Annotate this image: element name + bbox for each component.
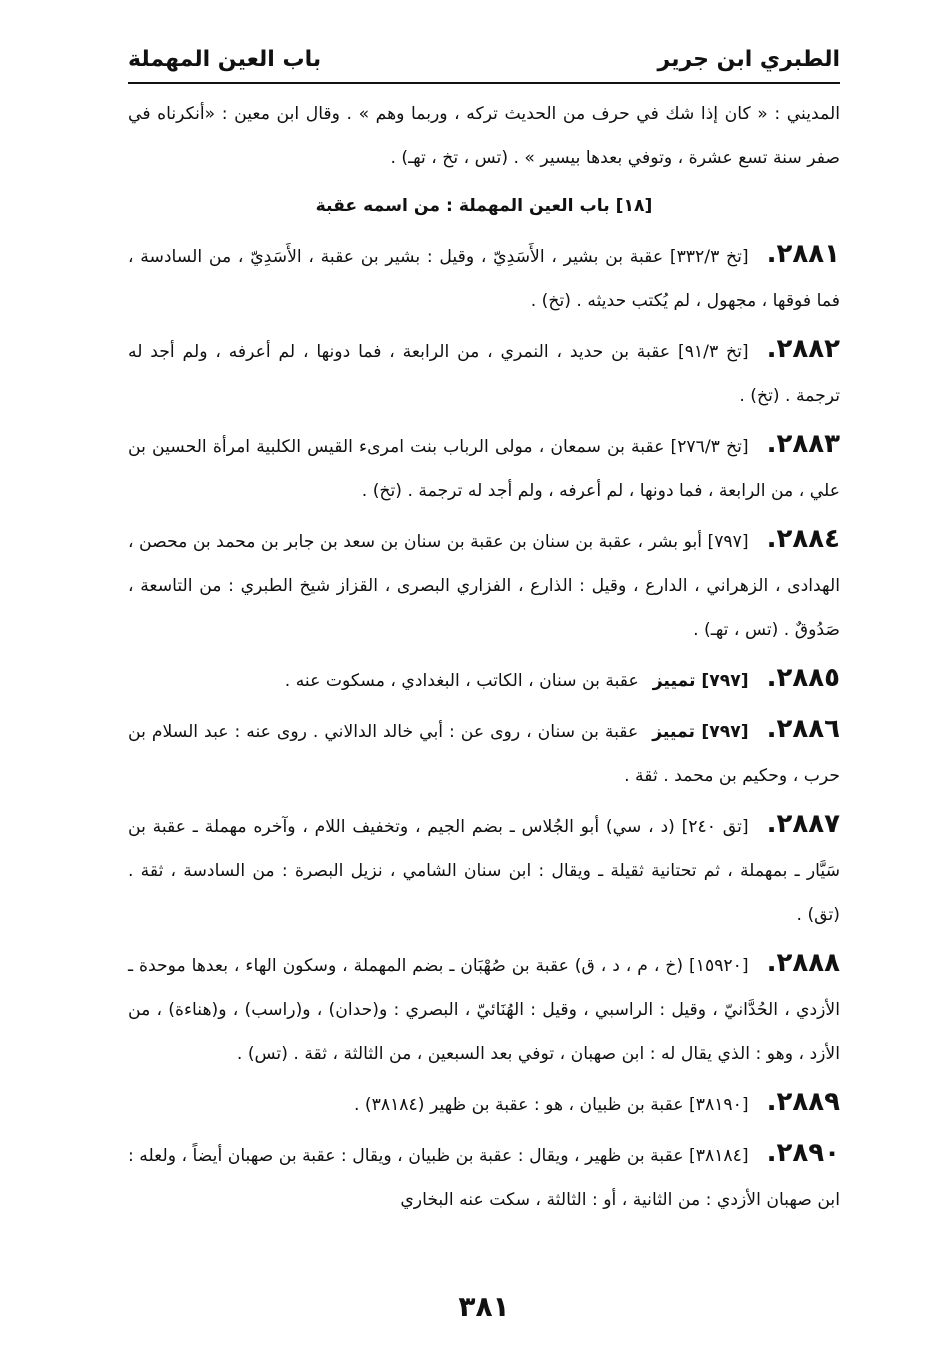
entry-number: ٢٨٨٤. <box>766 524 840 554</box>
entry-text: [٣٨١٨٤] عقبة بن ظهير ، ويقال : عقبة بن ظبيان ، ويقال : عقبة بن صهبان أيضاً ، ولعله : ابن صهبان الأزدي : من الثانية ، أو : الثالثة ، سكت عنه البخاري <box>128 1146 840 1210</box>
entry-text: [تخ ٢٧٦/٣] عقبة بن سمعان ، مولى الرباب بنت امرىء القيس الكلبية امرأة الحسين بن علي ، من الرابعة ، فما دونها ، لم أعرفه ، ولم أجد له ترجمة . (تخ) . <box>128 437 840 501</box>
header-divider <box>128 82 840 84</box>
entry-2887 <box>128 802 840 937</box>
entry-text: عقبة بن سنان ، روى عن : أبي خالد الدالاني . روى عنه : عبد السلام بن حرب ، وحكيم بن محمد . ثقة . <box>128 722 840 786</box>
entry-2889 <box>128 1080 840 1127</box>
entry-2888 <box>128 941 840 1076</box>
entry-number: ٢٨٨٥. <box>766 663 840 693</box>
entry-text: [١٥٩٢٠] (خ ، م ، د ، ق) عقبة بن صُهْبَان ـ بضم المهملة ، وسكون الهاء ، بعدها موحدة ـ الأزدي ، الحُدَّانيّ ، وقيل : الراسبي ، وقيل : الهُنَائيّ ، البصري : و(حدان) ، و(راسب) ، و(هناءة) ، من الأزد ، وهو : الذي يقال له : ابن صهبان ، توفي بعد السبعين ، من الثالثة ، ثقة . (تس) . <box>128 956 840 1064</box>
entry-number: ٢٨٨٢. <box>766 334 840 364</box>
entry-text: [تق ٢٤٠] (د ، سي) أبو الجُلاس ـ بضم الجيم ، وتخفيف اللام ، وآخره مهملة ـ عقبة بن سَيَّار ـ بمهملة ، ثم تحتانية ثقيلة ـ ويقال : ابن سنان الشامي ، نزيل البصرة : من السادسة ، ثقة . (تق) . <box>128 817 840 925</box>
entry-text: [تخ ٣٣٢/٣] عقبة بن بشير ، الأَسَدِيّ ، وقيل : بشير بن عقبة ، الأَسَدِيّ ، من السادسة ، فما فوقها ، مجهول ، لم يُكتب حديثه . (تخ) . <box>128 247 840 311</box>
intro-paragraph: المديني : « كان إذا شك في حرف من الحديث تركه ، وربما وهم » . وقال ابن معين : «أنكرناه في صفر سنة تسع عشرة ، وتوفي بعدها بيسير » . (تس ، تخ ، تهـ) . <box>128 104 840 168</box>
entry-text: [٧٩٧] أبو بشر ، عقبة بن سنان بن عقبة بن سنان بن سعد بن جابر بن محمد بن محصن ، الهدادى ، الزهراني ، الدارع ، وقيل : الذارع ، الفزاري البصرى ، القزاز شيخ الطبري : من التاسعة ، صَدُوقٌ . (تس ، تهـ) . <box>128 532 840 640</box>
page-number: ٣٨١ <box>458 1290 510 1323</box>
section-title: [١٨] باب العين المهملة : من اسمه عقبة <box>315 196 653 216</box>
entry-tag: [٧٩٧] تمييز <box>652 722 749 742</box>
document-page <box>128 0 840 1371</box>
entry-number: ٢٨٨١. <box>766 239 840 269</box>
entry-2886 <box>128 707 840 798</box>
entry-number: ٢٨٨٦. <box>766 714 840 744</box>
entry-2883 <box>128 422 840 513</box>
entry-number: ٢٨٨٧. <box>766 809 840 839</box>
entry-2882 <box>128 327 840 418</box>
entry-text: عقبة بن سنان ، الكاتب ، البغدادي ، مسكوت عنه . <box>284 671 639 691</box>
entry-tag: [٧٩٧] تمييز <box>652 671 749 691</box>
entry-number: ٢٨٩٠. <box>766 1138 840 1168</box>
page-body <box>128 92 840 1226</box>
entry-number: ٢٨٨٨. <box>766 948 840 978</box>
header-book-title: الطبري ابن جرير <box>657 46 840 72</box>
entry-2881 <box>128 232 840 323</box>
entry-number: ٢٨٨٣. <box>766 429 840 459</box>
entry-text: [٣٨١٩٠] عقبة بن ظبيان ، هو : عقبة بن ظهير (٣٨١٨٤) . <box>353 1095 749 1115</box>
entry-2884 <box>128 517 840 652</box>
entry-2890 <box>128 1131 840 1222</box>
entry-number: ٢٨٨٩. <box>766 1087 840 1117</box>
header-chapter-title: باب العين المهملة <box>128 46 322 72</box>
page-header <box>128 42 840 76</box>
entry-text: [تخ ٩١/٣] عقبة بن حديد ، النمري ، من الرابعة ، فما دونها ، لم أعرفه ، ولم أجد له ترجمة . (تخ) . <box>128 342 840 406</box>
entry-2885 <box>128 656 840 703</box>
